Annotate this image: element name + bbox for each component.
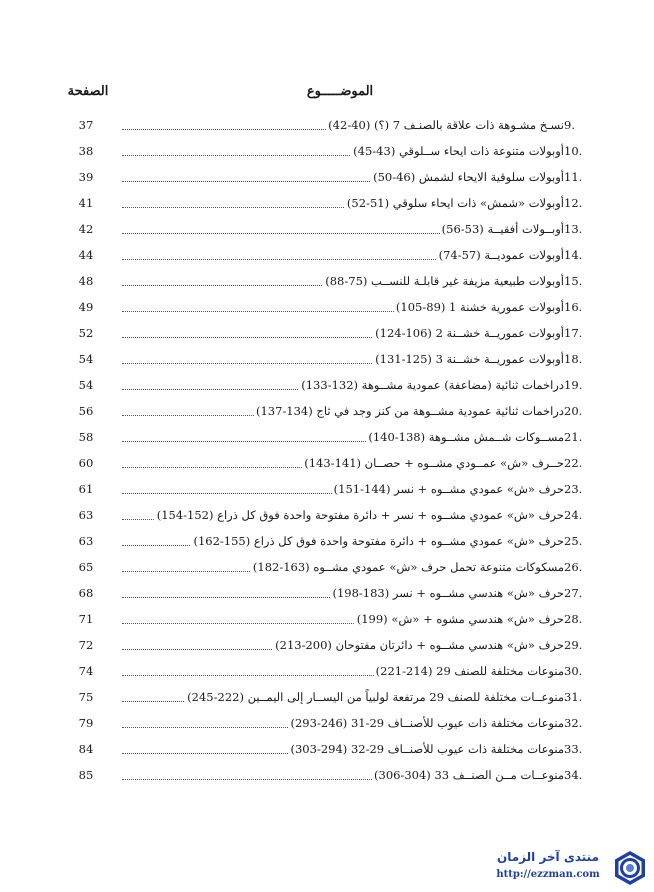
toc-entry-page: 71: [78, 612, 94, 626]
toc-row[interactable]: [0, 528, 654, 554]
toc-entry-number: 25.: [564, 534, 583, 548]
toc-entry-page: 65: [78, 560, 94, 574]
toc-entry-number: 34.: [564, 768, 583, 782]
toc-entry-title: منوعات مختلفة ذات عيوب للأصنــاف 29-32 (294-303): [290, 742, 564, 756]
toc-row[interactable]: [0, 398, 654, 424]
toc-row[interactable]: [0, 710, 654, 736]
toc-entry-title: أوبولات متنوعة ذات ايحاء ســلوقي (43-45): [353, 144, 564, 158]
toc-entry-number: 21.: [564, 430, 583, 444]
toc-entry-page: 85: [78, 768, 94, 782]
toc-entry-title: أوبولات عمورية خشنة 1 (89-105): [395, 300, 564, 314]
toc-entry-page: 54: [78, 352, 94, 366]
toc-row[interactable]: [0, 112, 654, 138]
page-column-header: الصفحة: [67, 84, 109, 99]
toc-entry-number: 11.: [564, 170, 583, 184]
toc-entry-number: 12.: [564, 196, 583, 210]
toc-entry-page: 75: [78, 690, 94, 704]
toc-row[interactable]: [0, 736, 654, 762]
toc-row[interactable]: [0, 294, 654, 320]
toc-entry-number: 16.: [564, 300, 583, 314]
toc-entry-page: 54: [78, 378, 94, 392]
toc-entry-title: منوعــات مــن الصنــف 33 (304-306): [374, 768, 564, 782]
toc-entry-number: 17.: [564, 326, 583, 340]
forum-logo[interactable]: [498, 850, 648, 888]
toc-entry-number: 24.: [564, 508, 583, 522]
toc-entry-title: أوبولات عموديــة (57-74): [438, 248, 564, 262]
toc-row[interactable]: [0, 658, 654, 684]
toc-entry-title: أوبولات سلوقية الايحاء لشمش (46-50): [373, 170, 564, 184]
toc-entry-page: 74: [78, 664, 94, 678]
forum-logo-name: منتدى آخر الزمان: [497, 850, 599, 864]
toc-row[interactable]: [0, 346, 654, 372]
toc-row[interactable]: [0, 606, 654, 632]
toc-row[interactable]: [0, 242, 654, 268]
toc-entry-number: 18.: [564, 352, 583, 366]
toc-entry-title: حرف «ش» هندسي مشــوه + نسر (183-198): [332, 586, 564, 600]
toc-entry-page: 72: [78, 638, 94, 652]
hexagon-shield-icon: [612, 850, 648, 886]
toc-entry-title: دراخمات ثنائية (مضاعفة) عمودية مشــوهة (132-133): [301, 378, 564, 392]
toc-entry-title: مســوكات شــمش مشــوهة (138-140): [368, 430, 564, 444]
toc-entry-number: 20.: [564, 404, 583, 418]
toc-entry-number: 30.: [564, 664, 583, 678]
toc-entry-number: 33.: [564, 742, 583, 756]
toc-entry-number: 31.: [564, 690, 583, 704]
toc-entry-title: أوبــولات أفقيــة (53-56): [441, 222, 564, 236]
toc-entry-title: حرف «ش» هندسي مشوه + «ش» (199): [356, 612, 564, 626]
toc-entry-page: 63: [78, 508, 94, 522]
toc-row[interactable]: [0, 450, 654, 476]
toc-entry-page: 68: [78, 586, 94, 600]
toc-entry-title: مسكوكات متنوعة تحمل حرف «ش» عمودي مشــوه (163-182): [252, 560, 564, 574]
toc-entry-page: 37: [78, 118, 94, 132]
toc-entry-page: 39: [78, 170, 94, 184]
toc-entry-number: 28.: [564, 612, 583, 626]
toc-row[interactable]: [0, 424, 654, 450]
toc-entry-title: أوبولات «شمش» ذات ايحاء سلوقي (51-52): [346, 196, 564, 210]
toc-row[interactable]: [0, 632, 654, 658]
toc-entry-page: 44: [78, 248, 94, 262]
toc-entry-number: 19.: [564, 378, 583, 392]
toc-entry-number: 23.: [564, 482, 583, 496]
toc-row[interactable]: [0, 320, 654, 346]
toc-entry-number: 22.: [564, 456, 583, 470]
toc-entry-title: أوبولات عموريــة خشــنة 2 (106-124): [375, 326, 564, 340]
toc-entry-title: منوعــات مختلفة للصنف 29 مرتفعة لولبياً من اليســار إلى اليمــين (222-245): [187, 690, 564, 704]
toc-entry-title: منوعات مختلفة للصنف 29 (214-221): [375, 664, 564, 678]
toc-entry-page: 56: [78, 404, 94, 418]
toc-entry-page: 79: [78, 716, 94, 730]
topic-column-header: الموضـــــوع: [306, 84, 374, 99]
toc-entry-number: 13.: [564, 222, 583, 236]
toc-entry-page: 60: [78, 456, 94, 470]
toc-row[interactable]: [0, 476, 654, 502]
toc-row[interactable]: [0, 580, 654, 606]
toc-row[interactable]: [0, 762, 654, 788]
toc-entry-page: 63: [78, 534, 94, 548]
toc-entry-number: 29.: [564, 638, 583, 652]
toc-entry-number: 9.: [564, 118, 575, 132]
toc-entry-title: أوبولات طبيعية مزيفة غير قابلـة للنســب (75-88): [325, 274, 564, 288]
toc-entry-title: حرف «ش» عمودي مشــوه + دائرة مفتوحة واحدة فوق كل ذراع (155-162): [193, 534, 564, 548]
forum-logo-url[interactable]: http://ezzman.com: [496, 869, 600, 880]
toc-entry-page: 58: [78, 430, 94, 444]
toc-row[interactable]: [0, 138, 654, 164]
toc-entry-title: دراخمات ثنائية عمودية مشــوهة من كنز وجد في ثاج (134-137): [255, 404, 564, 418]
toc-entry-page: 38: [78, 144, 94, 158]
toc-entry-title: حرف «ش» عمودي مشــوه + نسر (144-151): [333, 482, 564, 496]
toc-entry-number: 27.: [564, 586, 583, 600]
toc-entry-number: 26.: [564, 560, 583, 574]
toc-entry-title: حرف «ش» عمودي مشــوه + نسر + دائرة مفتوحة واحدة فوق كل ذراع (152-154): [156, 508, 564, 522]
toc-row[interactable]: [0, 372, 654, 398]
toc-entry-page: 52: [78, 326, 94, 340]
toc-row[interactable]: [0, 502, 654, 528]
toc-entry-title: حــرف «ش» عمــودي مشــوه + حصــان (141-143): [304, 456, 564, 470]
toc-entry-title: منوعات مختلفة ذات عيوب للأصنــاف 29-31 (246-293): [290, 716, 564, 730]
toc-entry-title: حرف «ش» هندسي مشــوه + دائرتان مفتوحان (200-213): [275, 638, 564, 652]
toc-row[interactable]: [0, 554, 654, 580]
toc-entry-number: 15.: [564, 274, 583, 288]
toc-entry-number: 10.: [564, 144, 583, 158]
toc-row[interactable]: [0, 216, 654, 242]
toc-entry-page: 61: [78, 482, 94, 496]
toc-row[interactable]: [0, 190, 654, 216]
toc-entry-number: 14.: [564, 248, 583, 262]
toc-row[interactable]: [0, 268, 654, 294]
toc-row[interactable]: [0, 684, 654, 710]
toc-row[interactable]: [0, 164, 654, 190]
toc-entry-number: 32.: [564, 716, 583, 730]
toc-entry-title: أوبولات عموريــة خشــنة 3 (125-131): [375, 352, 564, 366]
toc-entry-page: 84: [78, 742, 94, 756]
toc-entry-title: نسـخ مشـوهة ذات علاقة بالصنـف 7 (؟) (40-42): [328, 118, 564, 132]
toc-entry-page: 49: [78, 300, 94, 314]
toc-entry-page: 41: [78, 196, 94, 210]
toc-entry-page: 42: [78, 222, 94, 236]
toc-entry-page: 48: [78, 274, 94, 288]
